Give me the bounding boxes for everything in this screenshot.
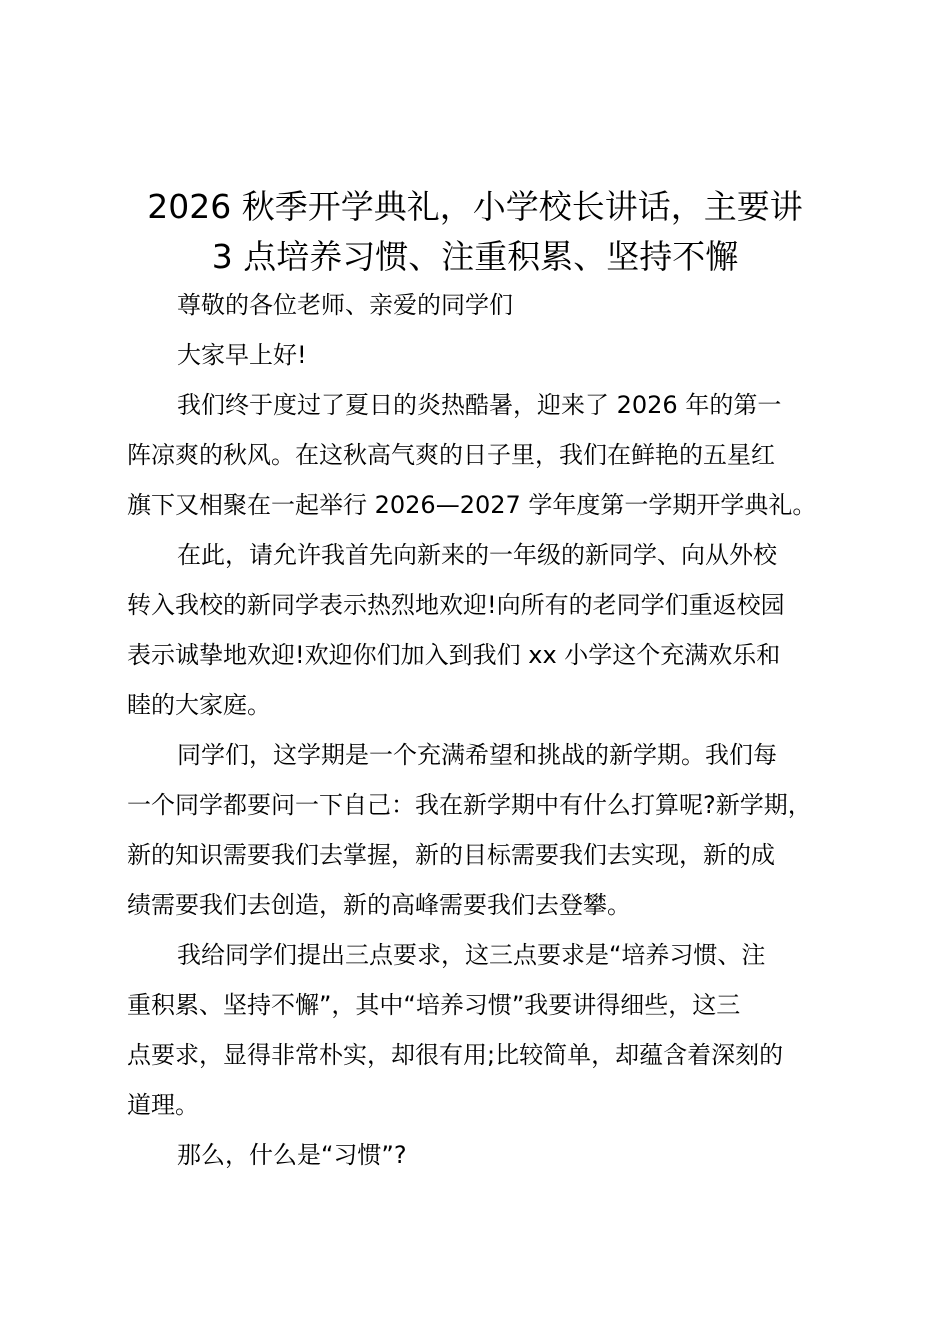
paragraph-new-semester (127, 730, 839, 930)
paragraph-line: 大家早上好! (177, 341, 307, 369)
title-line-1: 2026 秋季开学典礼，小学校长讲话，主要讲 (147, 187, 803, 226)
paragraph-greeting (127, 330, 839, 380)
paragraph-line: 绩需要我们去创造，新的高峰需要我们去登攀。 (127, 891, 631, 919)
paragraph-line: 一个同学都要问一下自己：我在新学期中有什么打算呢?新学期， (127, 791, 812, 819)
paragraph-line: 我给同学们提出三点要求，这三点要求是“培养习惯、注 (177, 941, 766, 969)
title-line-2: 3 点培养习惯、注重积累、坚持不懈 (211, 237, 739, 276)
paragraph-line: 道理。 (127, 1091, 199, 1119)
paragraph-line: 尊敬的各位老师、亲爱的同学们 (177, 291, 513, 319)
paragraph-line: 我们终于度过了夏日的炎热酷暑，迎来了 2026 年的第一 (177, 391, 782, 419)
paragraph-line: 那么，什么是“习惯”? (177, 1141, 407, 1169)
paragraph-line: 同学们，这学期是一个充满希望和挑战的新学期。我们每 (177, 741, 777, 769)
paragraph-line: 旗下又相聚在一起举行 2026—2027 学年度第一学期开学典礼。 (127, 491, 817, 519)
paragraph-question (127, 1130, 839, 1180)
document-body (127, 280, 839, 1180)
paragraph-line: 表示诚挚地欢迎!欢迎你们加入到我们 xx 小学这个充满欢乐和 (127, 641, 781, 669)
paragraph-line: 转入我校的新同学表示热烈地欢迎!向所有的老同学们重返校园 (127, 591, 785, 619)
paragraph-line: 在此，请允许我首先向新来的一年级的新同学、向从外校 (177, 541, 777, 569)
paragraph-line: 点要求，显得非常朴实，却很有用;比较简单，却蕴含着深刻的 (127, 1041, 784, 1069)
document-title (100, 182, 850, 282)
paragraph-three-requirements (127, 930, 839, 1130)
paragraph-line: 睦的大家庭。 (127, 691, 271, 719)
paragraph-autumn (127, 380, 839, 530)
paragraph-line: 新的知识需要我们去掌握，新的目标需要我们去实现，新的成 (127, 841, 775, 869)
paragraph-line: 阵凉爽的秋风。在这秋高气爽的日子里，我们在鲜艳的五星红 (127, 441, 775, 469)
paragraph-salutation (127, 280, 839, 330)
paragraph-line: 重积累、坚持不懈”，其中“培养习惯”我要讲得细些，这三 (127, 991, 741, 1019)
paragraph-welcome (127, 530, 839, 730)
